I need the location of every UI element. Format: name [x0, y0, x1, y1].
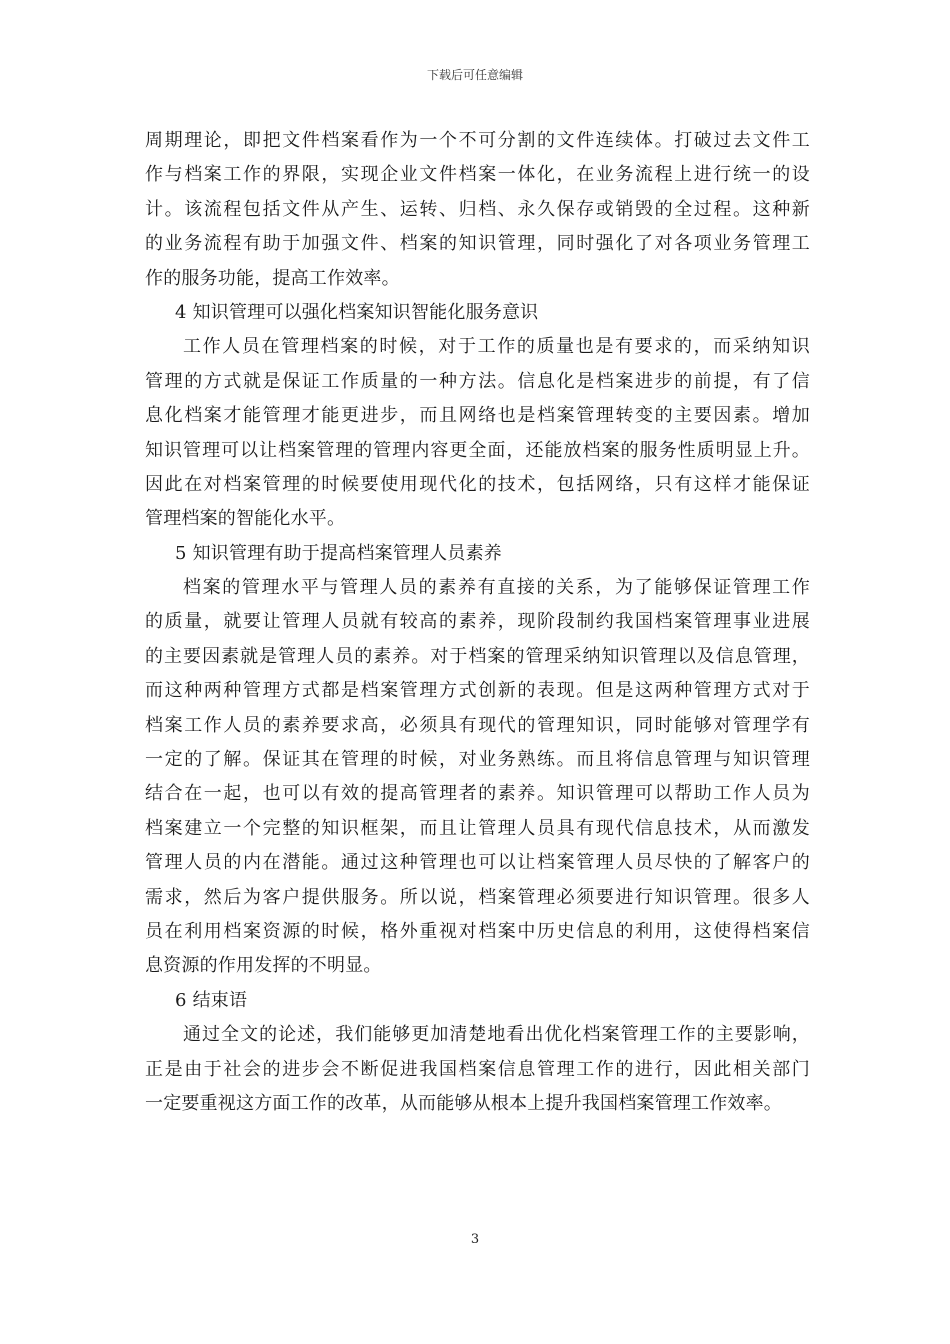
- text-line: 档案建立一个完整的知识框架，而且让管理人员具有现代信息技术，从而激发: [145, 817, 810, 839]
- section-heading-5: 5 知识管理有助于提高档案管理人员素养: [175, 542, 502, 564]
- text-line: 档案工作人员的素养要求高，必须具有现代的管理知识，同时能够对管理学有: [145, 714, 810, 736]
- text-line: 计。该流程包括文件从产生、运转、归档、永久保存或销毁的全过程。这种新: [145, 198, 810, 220]
- text-line: 息资源的作用发挥的不明显。: [145, 955, 382, 977]
- document-body: [145, 124, 810, 1121]
- text-line: 管理人员的内在潜能。通过这种管理也可以让档案管理人员尽快的了解客户的: [145, 852, 810, 874]
- paragraph-conclusion: [145, 1018, 810, 1121]
- text-line: 通过全文的论述，我们能够更加清楚地看出优化档案管理工作的主要影响，: [183, 1024, 810, 1046]
- text-line: 的质量，就要让管理人员就有较高的素养，现阶段制约我国档案管理事业进展: [145, 611, 810, 633]
- text-line: 工作人员在管理档案的时候，对于工作的质量也是有要求的，而采纳知识: [183, 336, 810, 358]
- text-line: 管理的方式就是保证工作质量的一种方法。信息化是档案进步的前提，有了信: [145, 370, 810, 392]
- text-line: 而这种两种管理方式都是档案管理方式创新的表现。但是这两种管理方式对于: [145, 680, 810, 702]
- text-line: 知识管理可以让档案管理的管理内容更全面，还能放档案的服务性质明显上升。: [145, 439, 810, 461]
- text-line: 作与档案工作的界限，实现企业文件档案一体化，在业务流程上进行统一的设: [145, 164, 810, 186]
- text-line: 正是由于社会的进步会不断促进我国档案信息管理工作的进行，因此相关部门: [145, 1058, 810, 1080]
- text-line: 员在利用档案资源的时候，格外重视对档案中历史信息的利用，这使得档案信: [145, 920, 810, 942]
- text-line: 档案的管理水平与管理人员的素养有直接的关系，为了能够保证管理工作: [183, 577, 810, 599]
- paragraph-section-5: [145, 571, 810, 984]
- text-line: 管理档案的智能化水平。: [145, 508, 346, 530]
- text-line: 结合在一起，也可以有效的提高管理者的素养。知识管理可以帮助工作人员为: [145, 783, 810, 805]
- paragraph-continuation: [145, 124, 810, 296]
- paragraph-section-4: [145, 330, 810, 536]
- text-line: 作的服务功能，提高工作效率。: [145, 267, 400, 289]
- text-line: 的业务流程有助于加强文件、档案的知识管理，同时强化了对各项业务管理工: [145, 233, 810, 255]
- text-line: 需求，然后为客户提供服务。所以说，档案管理必须要进行知识管理。很多人: [145, 886, 810, 908]
- text-line: 一定要重视这方面工作的改革，从而能够从根本上提升我国档案管理工作效率。: [145, 1092, 782, 1114]
- text-line: 因此在对档案管理的时候要使用现代化的技术，包括网络，只有这样才能保证: [145, 473, 810, 495]
- section-heading-4: 4 知识管理可以强化档案知识智能化服务意识: [175, 301, 539, 323]
- text-line: 一定的了解。保证其在管理的时候，对业务熟练。而且将信息管理与知识管理: [145, 749, 810, 771]
- text-line: 息化档案才能管理才能更进步，而且网络也是档案管理转变的主要因素。增加: [145, 405, 810, 427]
- text-line: 的主要因素就是管理人员的素养。对于档案的管理采纳知识管理以及信息管理，: [145, 645, 810, 667]
- text-line: 周期理论，即把文件档案看作为一个不可分割的文件连续体。打破过去文件工: [145, 130, 810, 151]
- page-header: 下载后可任意编辑: [426, 68, 523, 82]
- section-heading-6: 6 结束语: [175, 989, 248, 1011]
- page-number: 3: [470, 1232, 480, 1247]
